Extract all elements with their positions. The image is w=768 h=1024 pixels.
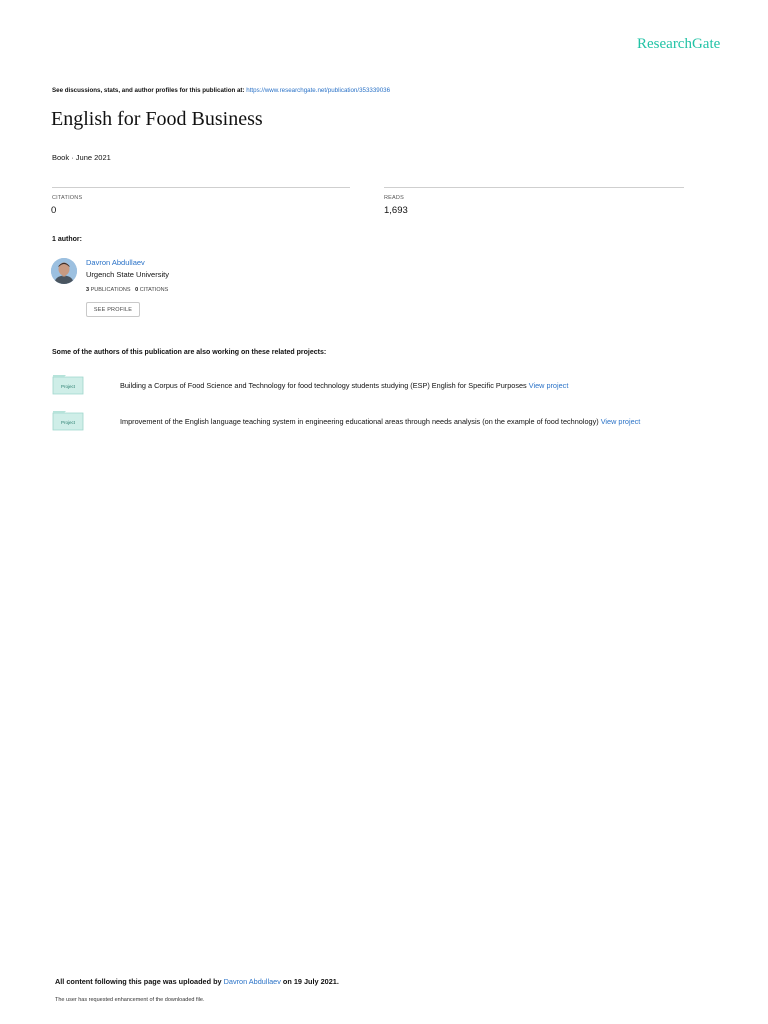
- enhancement-note: The user has requested enhancement of the downloaded file.: [55, 997, 205, 1003]
- citations-rule: [52, 187, 350, 188]
- upload-notice: [55, 977, 339, 986]
- author-publications-label: PUBLICATIONS: [90, 287, 131, 293]
- view-project-link[interactable]: View project: [528, 381, 569, 390]
- project-folder-icon: [52, 410, 84, 432]
- author-citations-count: 0: [135, 287, 139, 293]
- author-counts: [86, 287, 168, 293]
- see-profile-button[interactable]: SEE PROFILE: [86, 302, 140, 317]
- view-project-link[interactable]: View project: [600, 417, 641, 426]
- publication-title: English for Food Business: [51, 108, 263, 130]
- reads-rule: [384, 187, 684, 188]
- project-item: [120, 381, 568, 390]
- project-thumb-label: Project: [60, 420, 76, 425]
- author-avatar[interactable]: [51, 258, 77, 284]
- publication-link[interactable]: https://www.researchgate.net/publication/353339036: [246, 87, 391, 94]
- project-thumbnail[interactable]: [52, 410, 82, 430]
- citations-label: CITATIONS: [52, 195, 83, 201]
- author-citations-label: CITATIONS: [139, 287, 169, 293]
- authors-heading: 1 author:: [52, 236, 82, 243]
- meta-separator: ·: [69, 153, 76, 162]
- project-thumbnail[interactable]: [52, 374, 82, 394]
- author-publications-count: 3: [86, 287, 90, 293]
- project-description: Improvement of the English language teaching system in engineering educational areas through needs analysis (on the example of food technology): [120, 417, 601, 426]
- project-thumb-label: Project: [60, 384, 76, 389]
- project-item: [120, 417, 640, 426]
- project-description: Building a Corpus of Food Science and Technology for food technology students studying (ESP) English for Specific Purposes: [120, 381, 529, 390]
- reads-label: READS: [384, 195, 404, 201]
- upload-suffix: on 19 July 2021.: [280, 977, 339, 986]
- uploader-link[interactable]: Davron Abdullaev: [223, 977, 281, 986]
- avatar-portrait-icon: [51, 258, 77, 284]
- citations-value: 0: [51, 205, 57, 216]
- author-institution: Urgench State University: [86, 270, 169, 279]
- discussion-line: [52, 87, 390, 94]
- researchgate-logo[interactable]: ResearchGate: [637, 36, 721, 52]
- author-name-link[interactable]: Davron Abdullaev: [86, 258, 145, 267]
- publication-date: June 2021: [75, 153, 111, 162]
- publication-meta: [52, 153, 111, 162]
- upload-prefix: All content following this page was uploaded by: [55, 977, 224, 986]
- reads-value: 1,693: [384, 205, 408, 216]
- related-projects-heading: Some of the authors of this publication are also working on these related projects:: [52, 349, 327, 356]
- project-folder-icon: [52, 374, 84, 396]
- publication-type: Book: [52, 153, 70, 162]
- discussion-prefix: See discussions, stats, and author profiles for this publication at:: [52, 87, 247, 94]
